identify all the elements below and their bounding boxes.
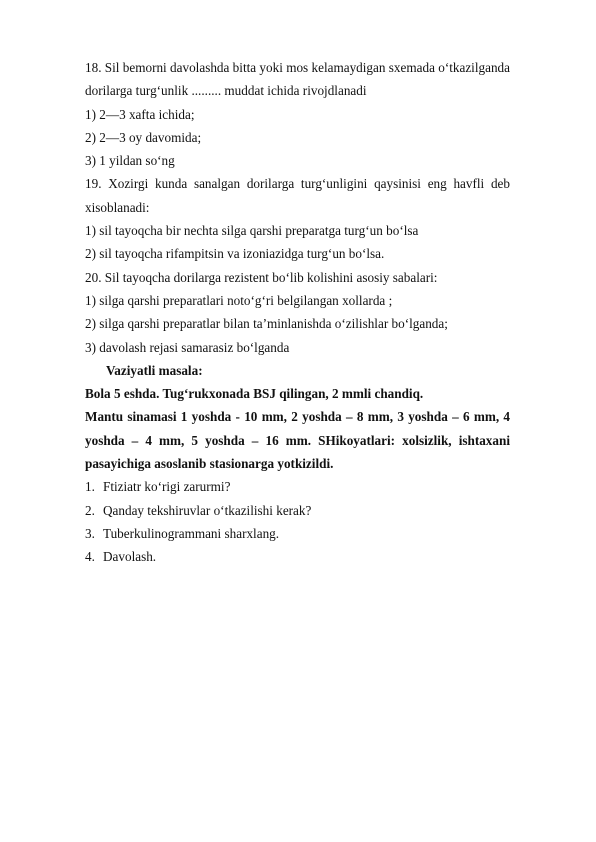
- question-20-text: 20. Sil tayoqcha dorilarga rezistent bo‘lib kolishini asosiy sabalari:: [85, 269, 438, 285]
- question-19-text-line-1: 19. Xozirgi kunda sanalgan dorilarga turg‘unligini qaysinisi eng havfli deb: [85, 176, 510, 192]
- case-task-text: Tuberkulinogrammani sharxlang.: [103, 525, 280, 541]
- case-task-text: Ftiziatr ko‘rigi zarurmi?: [103, 479, 231, 495]
- case-task-4: [85, 545, 510, 568]
- question-20-option-1: 1) silga qarshi preparatlari noto‘g‘ri belgilangan xollarda ;: [85, 292, 393, 308]
- question-19-text-line-2: xisoblanadi:: [85, 199, 150, 215]
- question-19-option-2: 2) sil tayoqcha rifampitsin va izoniazidga turg‘un bo‘lsa.: [85, 246, 385, 262]
- case-task-number: 4.: [85, 549, 95, 565]
- case-task-text: Davolash.: [103, 549, 157, 565]
- case-task-number: 1.: [85, 479, 95, 495]
- case-task-number: 3.: [85, 525, 95, 541]
- document-page: [85, 56, 510, 569]
- question-20-option-2: 2) silga qarshi preparatlar bilan ta’minlanishda o‘zilishlar bo‘lganda;: [85, 316, 448, 332]
- question-18-text-line-2: dorilarga turg‘unlik ......... muddat ichida rivojdlanadi: [85, 83, 367, 99]
- case-text-line-4: pasayichiga asoslanib stasionarga yotkizildi.: [85, 456, 334, 472]
- case-heading: Vaziyatli masala:: [106, 362, 203, 378]
- case-text-line-3: yoshda – 4 mm, 5 yoshda – 16 mm. SHikoyatlari: xolsizlik, ishtaxani: [85, 432, 510, 448]
- case-task-number: 2.: [85, 502, 95, 518]
- question-18-text-line-1: 18. Sil bemorni davolashda bitta yoki mos kelamaydigan sxemada o‘tkazilganda: [85, 60, 510, 75]
- question-20-option-3: 3) davolash rejasi samarasiz bo‘lganda: [85, 339, 290, 355]
- case-task-3: [85, 522, 510, 545]
- question-18-option-3: 3) 1 yildan so‘ng: [85, 153, 175, 169]
- case-text-line-2: Mantu sinamasi 1 yoshda - 10 mm, 2 yoshda – 8 mm, 3 yoshda – 6 mm, 4: [85, 409, 510, 425]
- question-18-option-2: 2) 2—3 oy davomida;: [85, 129, 202, 145]
- case-task-text: Qanday tekshiruvlar o‘tkazilishi kerak?: [103, 502, 312, 518]
- case-task-1: [85, 475, 510, 498]
- question-18-option-1: 1) 2—3 xafta ichida;: [85, 106, 195, 122]
- question-19-option-1: 1) sil tayoqcha bir nechta silga qarshi preparatga turg‘un bo‘lsa: [85, 223, 419, 239]
- case-text-line-1: Bola 5 eshda. Tug‘rukxonada BSJ qilingan, 2 mmli chandiq.: [85, 386, 424, 402]
- case-task-2: [85, 499, 510, 522]
